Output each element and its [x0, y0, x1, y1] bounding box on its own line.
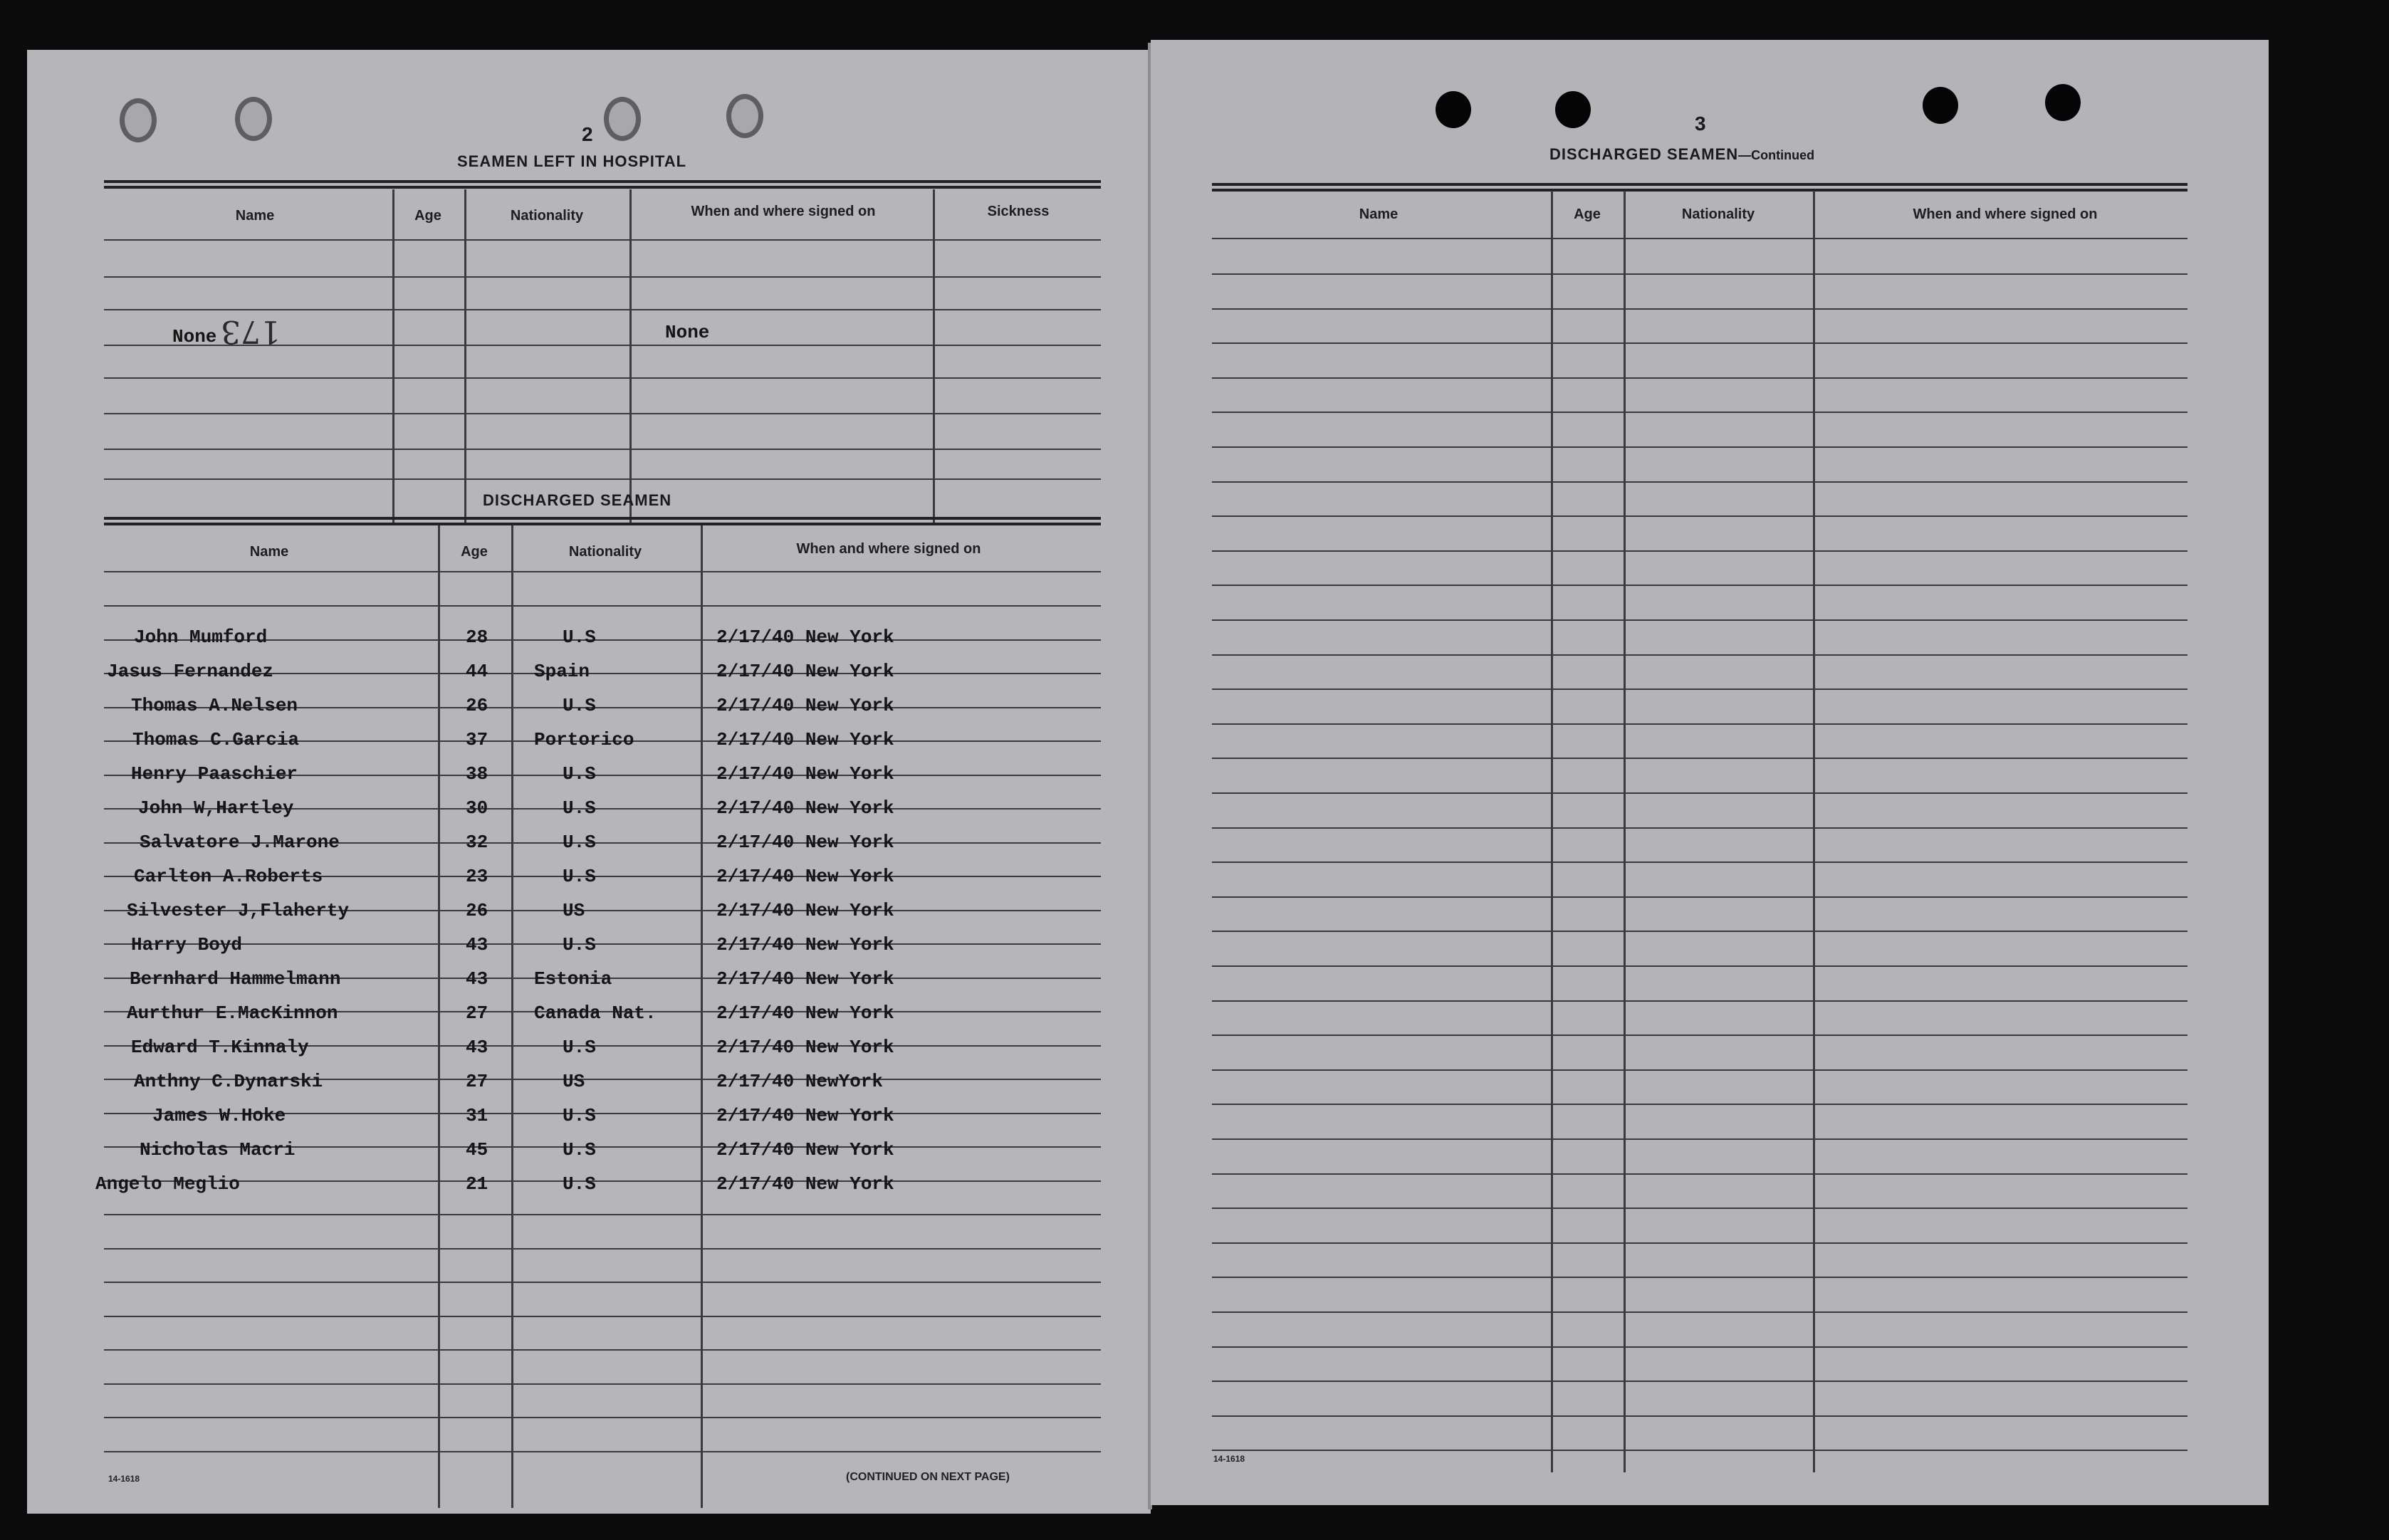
seaman-nationality: U.S [563, 866, 596, 887]
seaman-age: 43 [466, 1037, 488, 1058]
seaman-signed-on: 2/17/40 New York [716, 866, 894, 887]
seaman-name: Salvatore J.Marone [140, 832, 340, 853]
seaman-signed-on: 2/17/40 New York [716, 763, 894, 785]
seaman-age: 43 [466, 934, 488, 955]
seaman-nationality: US [563, 900, 585, 921]
seaman-nationality: U.S [563, 1173, 596, 1195]
column-header-nationality: Nationality [510, 208, 584, 224]
column-header-sickness: Sickness [987, 204, 1050, 219]
discharged-continued-title [1549, 145, 1814, 164]
seaman-signed-on: 2/17/40 New York [716, 934, 894, 955]
seaman-age: 27 [466, 1002, 488, 1024]
seaman-name: Edward T.Kinnaly [131, 1037, 309, 1058]
seaman-nationality: U.S [563, 797, 596, 819]
seaman-age: 43 [466, 968, 488, 990]
form-number: 14-1618 [108, 1474, 140, 1484]
column-header-nationality: Nationality [568, 544, 642, 560]
seaman-nationality: U.S [563, 832, 596, 853]
punch-hole-icon [120, 98, 157, 142]
seaman-age: 23 [466, 866, 488, 887]
right-page [1151, 40, 2269, 1505]
continued-note: (CONTINUED ON NEXT PAGE) [846, 1471, 1010, 1483]
seaman-name: Henry Paaschier [131, 763, 298, 785]
seaman-signed-on: 2/17/40 NewYork [716, 1071, 884, 1092]
punch-hole-icon [604, 97, 641, 141]
seaman-nationality: U.S [563, 627, 596, 648]
seaman-name: Aurthur E.MacKinnon [127, 1002, 338, 1024]
seaman-signed-on: 2/17/40 New York [716, 1139, 894, 1161]
left-page [27, 50, 1151, 1514]
seaman-age: 27 [466, 1071, 488, 1092]
seaman-name: John W,Hartley [138, 797, 294, 819]
seaman-signed-on: 2/17/40 New York [716, 968, 894, 990]
seaman-name: Anthny C.Dynarski [134, 1071, 323, 1092]
hospital-section-title: SEAMEN LEFT IN HOSPITAL [457, 152, 687, 170]
seaman-nationality: US [563, 1071, 585, 1092]
punch-hole-icon [726, 94, 763, 138]
seaman-age: 26 [466, 900, 488, 921]
seaman-signed-on: 2/17/40 New York [716, 1173, 894, 1195]
page-number: 3 [1695, 112, 1706, 135]
seaman-age: 32 [466, 832, 488, 853]
punch-hole-icon [235, 97, 272, 141]
punch-hole-icon [1436, 91, 1471, 128]
seaman-signed-on: 2/17/40 New York [716, 797, 894, 819]
seaman-age: 44 [466, 661, 488, 682]
seaman-age: 37 [466, 729, 488, 750]
seaman-signed-on: 2/17/40 New York [716, 900, 894, 921]
column-header-age: Age [414, 208, 441, 224]
seaman-name: Silvester J,Flaherty [127, 900, 350, 921]
seaman-age: 28 [466, 627, 488, 648]
seaman-signed-on: 2/17/40 New York [716, 627, 894, 648]
title-continued: —Continued [1738, 148, 1815, 162]
column-header-signed-on: When and where signed on [691, 204, 876, 219]
punch-hole-icon [2045, 84, 2081, 121]
seaman-nationality: Spain [534, 661, 590, 682]
seaman-name: Nicholas Macri [140, 1139, 296, 1161]
column-header-signed-on: When and where signed on [1913, 206, 2098, 222]
seaman-age: 45 [466, 1139, 488, 1161]
seaman-name: Bernhard Hammelmann [130, 968, 341, 990]
seaman-age: 31 [466, 1105, 488, 1126]
seaman-name: Thomas A.Nelsen [131, 695, 298, 716]
discharged-section-title: DISCHARGED SEAMEN [483, 491, 672, 509]
form-number: 14-1618 [1213, 1454, 1245, 1464]
column-header-name: Name [1359, 206, 1399, 222]
seaman-nationality: U.S [563, 934, 596, 955]
seaman-name: James W.Hoke [152, 1105, 286, 1126]
seaman-name: Jasus Fernandez [107, 661, 274, 682]
column-header-name: Name [249, 544, 289, 560]
seaman-signed-on: 2/17/40 New York [716, 832, 894, 853]
column-header-age: Age [1574, 206, 1601, 222]
punch-hole-icon [1555, 91, 1591, 128]
seaman-nationality: U.S [563, 1037, 596, 1058]
seaman-nationality: Portorico [534, 729, 634, 750]
seaman-age: 26 [466, 695, 488, 716]
seaman-name: Thomas C.Garcia [132, 729, 300, 750]
seaman-name: John Mumford [134, 627, 268, 648]
seaman-signed-on: 2/17/40 New York [716, 1002, 894, 1024]
stamp-number: 173 [221, 313, 281, 350]
column-header-name: Name [235, 208, 275, 224]
seaman-name: Harry Boyd [131, 934, 243, 955]
seaman-nationality: Estonia [534, 968, 612, 990]
seaman-signed-on: 2/17/40 New York [716, 729, 894, 750]
hospital-signed-entry: None [665, 322, 710, 343]
seaman-nationality: U.S [563, 695, 596, 716]
seaman-name: Angelo Meglio [95, 1173, 240, 1195]
seaman-signed-on: 2/17/40 New York [716, 1037, 894, 1058]
punch-hole-icon [1923, 87, 1958, 124]
seaman-age: 38 [466, 763, 488, 785]
page-number: 2 [582, 123, 593, 145]
hospital-name-entry: None [172, 326, 217, 347]
title-main: DISCHARGED SEAMEN [1549, 145, 1739, 163]
seaman-name: Carlton A.Roberts [134, 866, 323, 887]
seaman-signed-on: 2/17/40 New York [716, 661, 894, 682]
seaman-nationality: U.S [563, 1139, 596, 1161]
seaman-signed-on: 2/17/40 New York [716, 695, 894, 716]
column-header-age: Age [461, 544, 488, 560]
seaman-nationality: U.S [563, 763, 596, 785]
seaman-age: 21 [466, 1173, 488, 1195]
column-header-signed-on: When and where signed on [796, 541, 981, 557]
seaman-nationality: Canada Nat. [534, 1002, 657, 1024]
seaman-signed-on: 2/17/40 New York [716, 1105, 894, 1126]
column-header-nationality: Nationality [1681, 206, 1755, 222]
seaman-age: 30 [466, 797, 488, 819]
seaman-nationality: U.S [563, 1105, 596, 1126]
